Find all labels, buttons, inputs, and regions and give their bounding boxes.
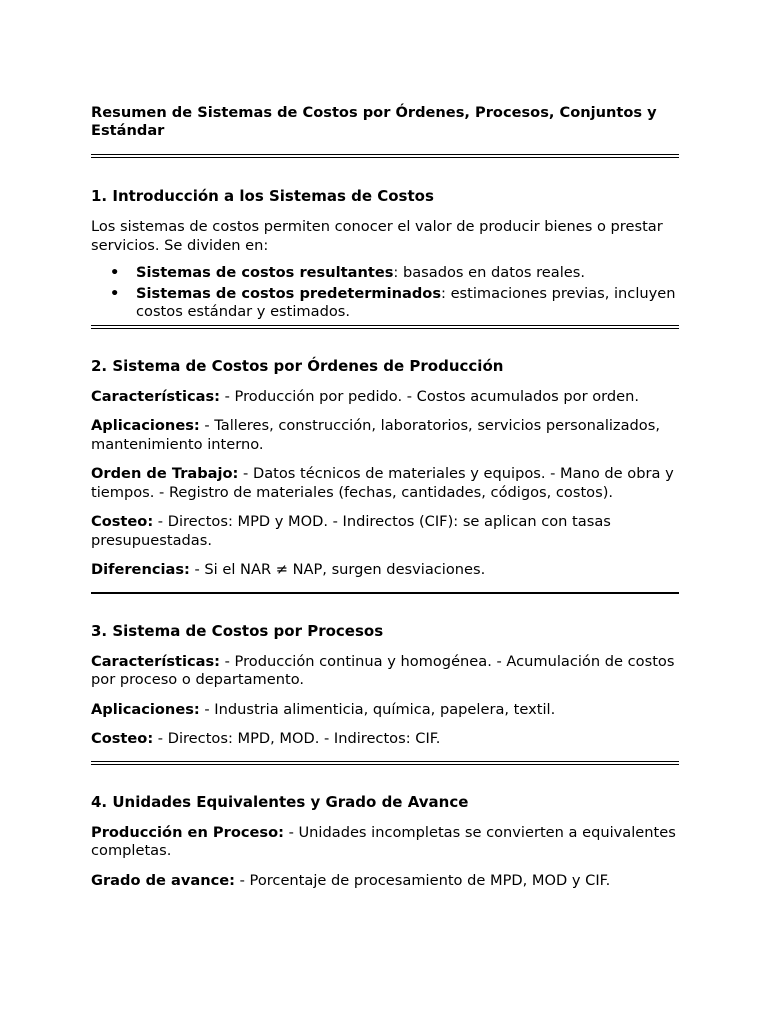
section-2-heading: 2. Sistema de Costos por Órdenes de Producción [91,356,504,375]
paragraph [91,561,679,580]
paragraph-label: Diferencias: [91,561,190,578]
paragraph [91,701,679,720]
section-3-heading: 3. Sistema de Costos por Procesos [91,621,384,640]
paragraph-text: - Directos: MPD y MOD. - Indirectos (CIF): se aplican con tasas presupuestadas. [91,513,611,549]
bullet-icon: • [110,284,120,302]
paragraph [91,417,679,454]
paragraph-text: - Producción continua y homogénea. - Acumulación de costos por proceso o departamento. [91,652,675,688]
paragraph [91,513,679,550]
paragraph [91,824,679,861]
paragraph-label: Costeo: [91,730,154,747]
document-title: Resumen de Sistemas de Costos por Órdenes, Procesos, Conjuntos y Estándar [91,104,657,139]
section-1-bullet-list [91,264,679,322]
document-content [91,104,679,901]
paragraph-label: Aplicaciones: [91,700,200,718]
paragraph-text: - Porcentaje de procesamiento de MPD, MOD y CIF. [235,871,611,889]
paragraph-label: Características: [91,387,221,405]
list-item [91,285,679,322]
paragraph [91,872,679,891]
section-4-heading: 4. Unidades Equivalentes y Grado de Avance [91,792,469,811]
paragraph [91,388,679,407]
list-item [91,264,679,283]
bullet-term: Sistemas de costos resultantes [136,264,394,281]
paragraph-label: Orden de Trabajo: [91,465,239,482]
section-1-heading: 1. Introducción a los Sistemas de Costos [91,187,434,205]
paragraph [91,653,679,690]
paragraph-text: - Unidades incompletas se convierten a equivalentes completas. [91,823,676,859]
bullet-term: Sistemas de costos predeterminados [136,284,442,302]
bullet-icon: • [110,264,120,281]
paragraph-text: - Datos técnicos de materiales y equipos. - Mano de obra y tiempos. - Registro de materiales (fechas, cantidades, códigos, costos). [91,465,674,501]
paragraph-text: - Industria alimenticia, química, papelera, textil. [199,700,556,718]
paragraph-text: - Producción por pedido. - Costos acumulados por orden. [220,387,640,405]
paragraph [91,730,679,749]
paragraph-label: Grado de avance: [91,871,235,889]
paragraph-label: Producción en Proceso: [91,823,284,841]
paragraph-text: - Si el NAR ≠ NAP, surgen desviaciones. [189,561,486,578]
paragraph-label: Costeo: [91,513,154,530]
paragraph-text: - Directos: MPD, MOD. - Indirectos: CIF. [153,730,441,747]
paragraph-label: Aplicaciones: [91,417,200,434]
paragraph-label: Características: [91,652,221,670]
section-1-intro: Los sistemas de costos permiten conocer el valor de producir bienes o prestar servicios. Se dividen en: [91,218,663,254]
bullet-text: : estimaciones previas, incluyen costos estándar y estimados. [136,284,676,320]
bullet-text: : basados en datos reales. [393,264,585,281]
paragraph [91,465,679,502]
paragraph-text: - Talleres, construcción, laboratorios, servicios personalizados, mantenimiento interno. [91,417,660,453]
